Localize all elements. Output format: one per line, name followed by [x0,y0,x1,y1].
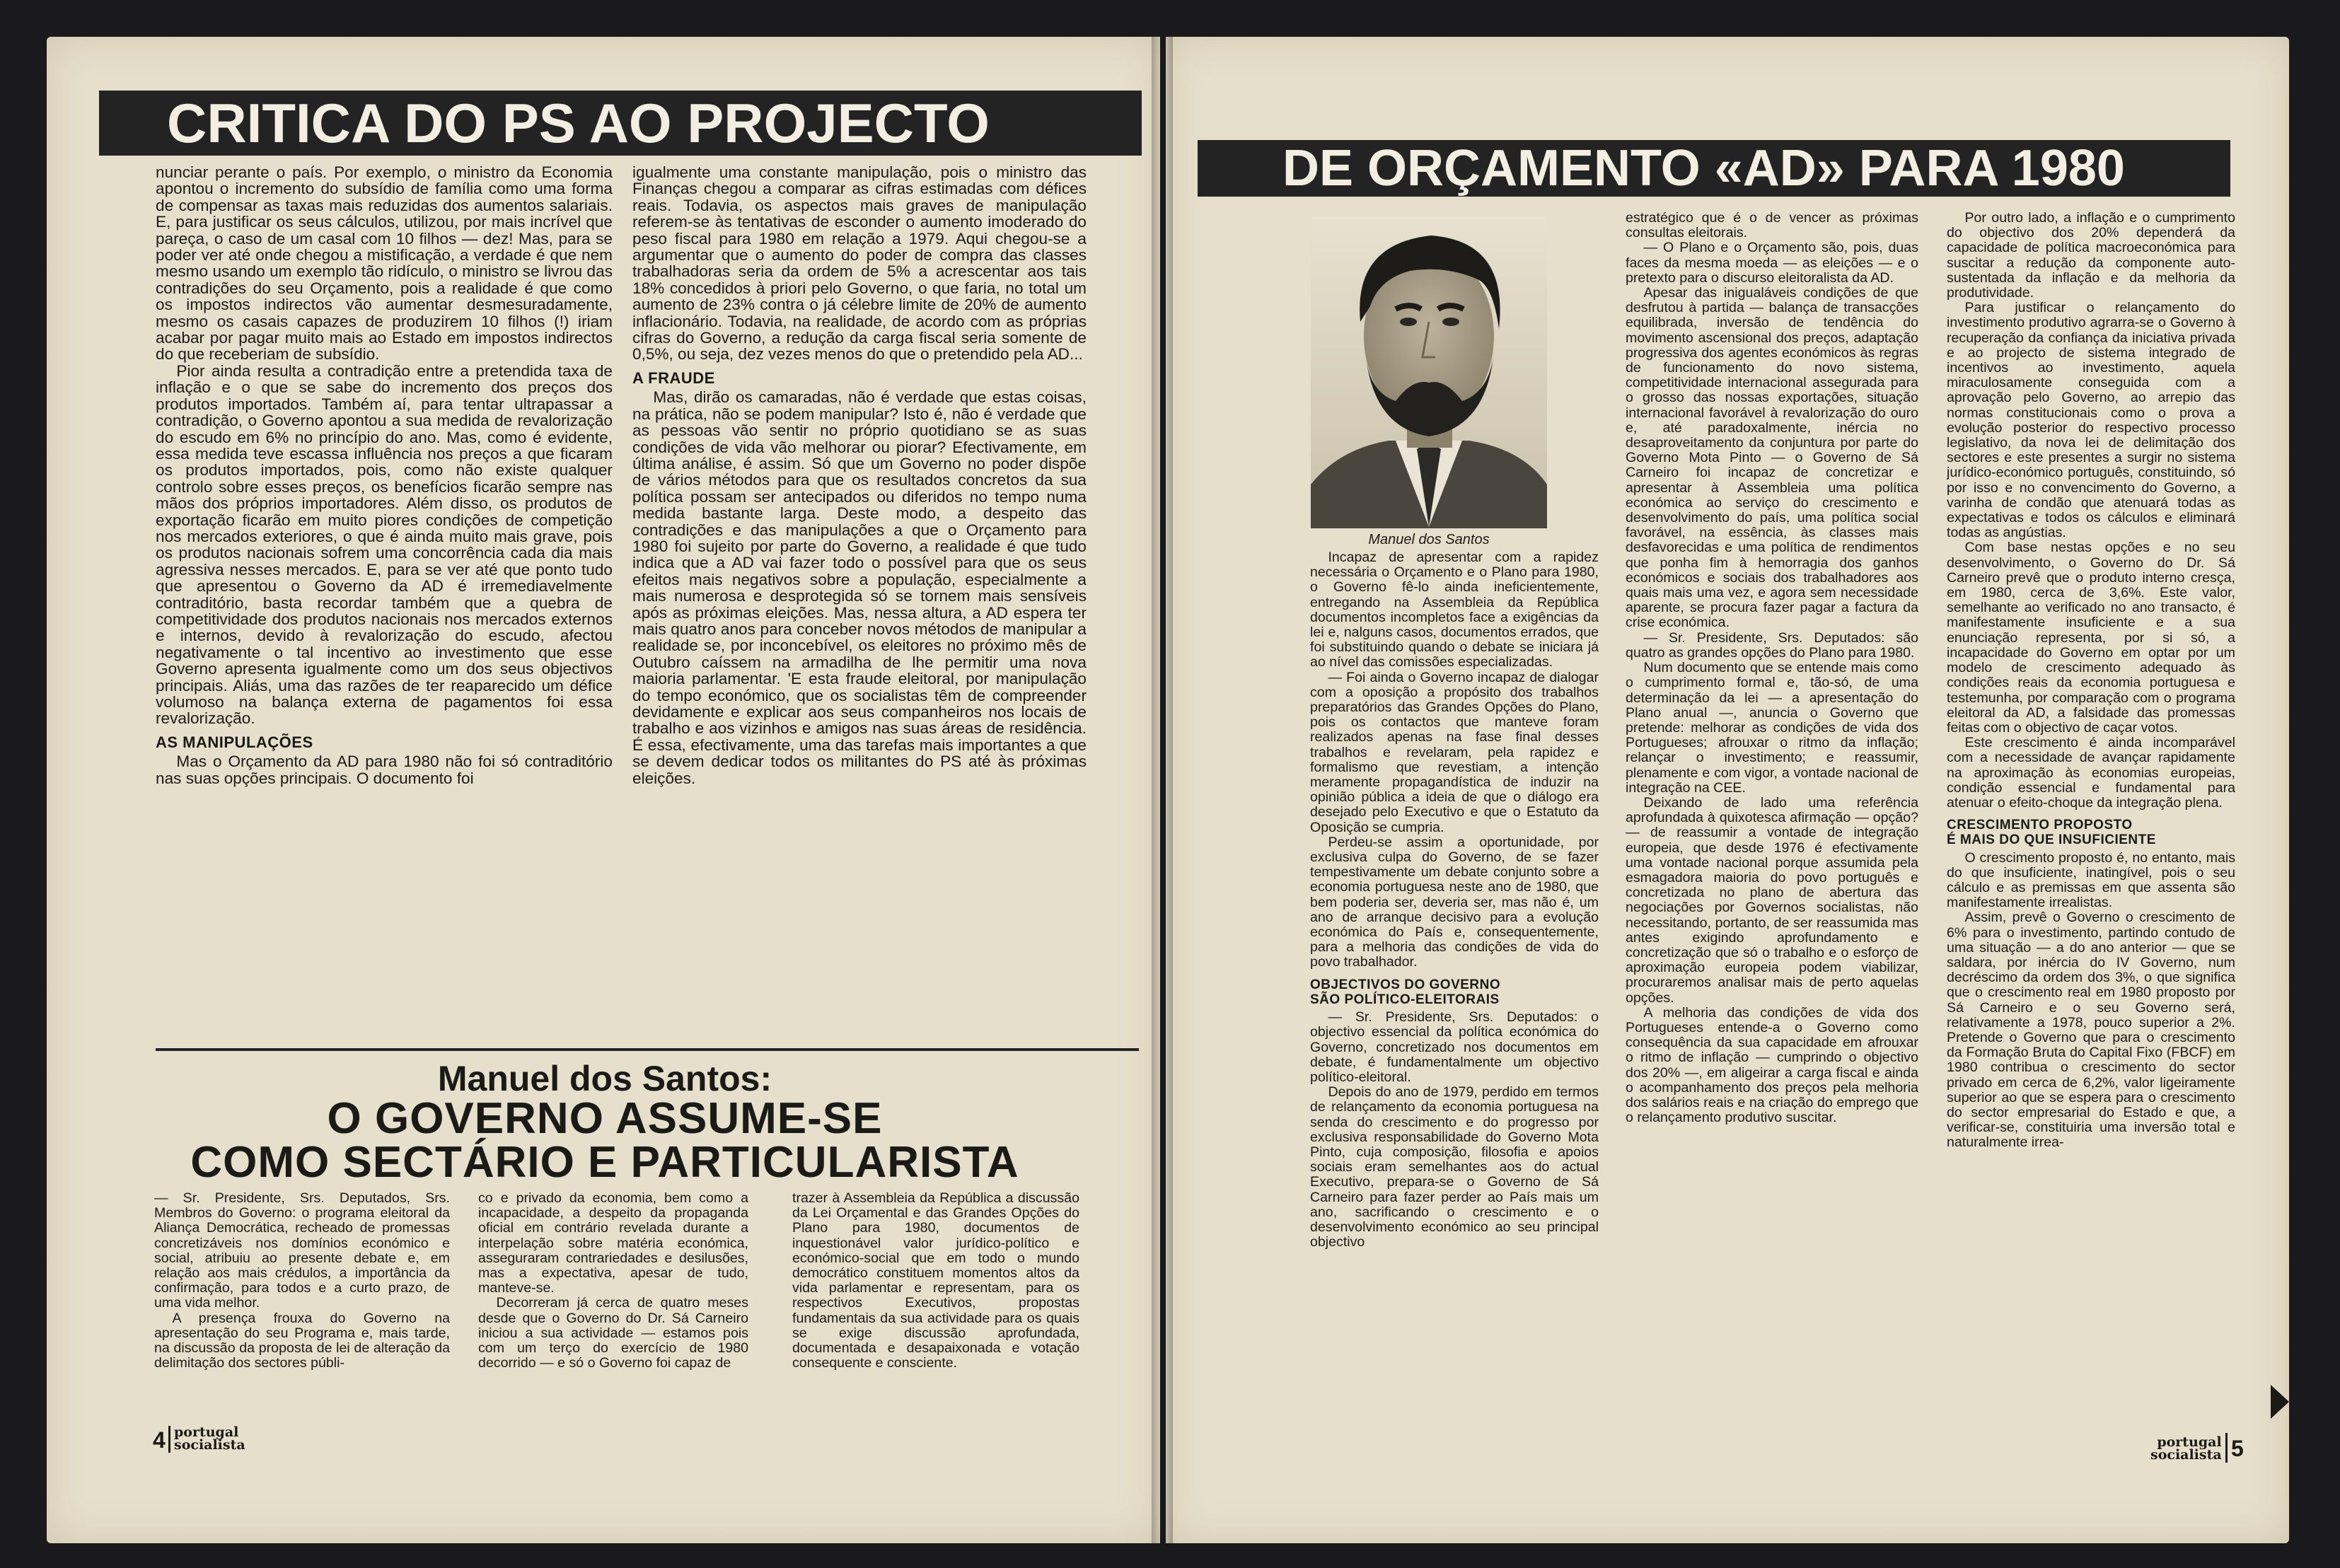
paragraph: Para justificar o relançamento do investimento produtivo agrarra-se o Governo à recuperação da confiança da iniciativa privada e ao projecto de sistema integrado de incentivos ao investimento, aquela miraculosamente conseguida com a aprovação pelo Governo, ao arrepio das normas constitucionais como o prova a evolução posterior do respectivo processo legislativo, da nova lei de delimitação dos sectores e este presentes a surgir no sistema jurídico-económico português, constituindo, só por isso e no convencimento do Governo, a varinha de condão que atenuará todas as expectativas e todos os cálculos e eliminará todas as angústias. [1947,300,2235,541]
section-heading: A FRAUDE [632,368,715,387]
left-article-column-1 [156,164,613,1040]
paragraph: Mas, dirão os camaradas, não é verdade que estas coisas, na prática, não se podem manipular? Isto é, não é verdade que as pessoas vão sentir no próprio quotidiano se as suas condições de vida vão melhorar ou piorar? Efectivamente, em última análise, é assim. Só que um Governo no poder dispõe de vários métodos para que os resultados concretos da sua política possam ser antecipados ou diferidos no tempo numa medida bastante larga. Deste modo, a despeito das contradições e das manipulações a que o Orçamento para 1980 foi sujeito por parte do Governo, a realidade é que tudo indica que a AD vai fazer todo o possível para que os seus efeitos mais negativos sobre a população, especialmente a mais numerosa e desprotegida só se tornem mais sensíveis após as próximas eleições. Mas, nessa altura, a AD espera ter mais quatro anos para conceber novos métodos de manipular a realidade se, por inconcebível, os eleitores no próximo mês de Outubro caíssem na armadilha de lhe permitir uma nova maioria parlamentar. 'E esta fraude eleitoral, por manipulação do tempo económico, que os socialistas têm de compreender devidamente e explicar aos seus companheiros nos locais de trabalho e aos vizinhos e amigos nas suas áreas de residência. É essa, efectivamente, uma das tarefas mais importantes a que se devem dedicar todos os militantes do PS até às próximas eleições. [632,388,1087,787]
section-heading: CRESCIMENTO PROPOSTO [1947,818,2133,833]
paragraph: A melhoria das condições de vida dos Portugueses entende-a o Governo como consequência da sua capacidade em afrouxar o ritmo de inflação — cumprindo o objectivo dos 20% —, em aligeirar a carga fiscal e ainda o acompanhamento dos preços pela melhoria dos salários reais e na criação do emprego que o relançamento produtivo suscitar. [1626,1004,1918,1126]
masthead-logo-right [2150,1436,2222,1461]
book-gutter [1152,37,1173,1543]
section-heading: OBJECTIVOS DO GOVERNO [1310,977,1501,992]
paragraph: Mas o Orçamento da AD para 1980 não foi só contraditório nas suas opções principais. O documento foi [156,753,613,787]
page-number-left: 4 [153,1427,166,1453]
footer-separator [168,1426,170,1453]
paragraph: Incapaz de apresentar com a rapidez necessária o Orçamento e o Plano para 1980, o Governo fê-lo ainda ineficientemente, entregando na Assembleia da República documentos incompletos face a exigências da lei e, nalguns casos, documentos errados, que foi substituindo quando o debate se iniciara já ao nível das comissões especializadas. [1310,550,1599,670]
sub-article-title-line-1: O GOVERNO ASSUME-SE [327,1094,883,1143]
paragraph: trazer à Assembleia da República a discussão da Lei Orçamental e das Grandes Opções do Plano para 1980, documentos de inquestionável valor jurídico-político e económico-social que em todo o mundo democrático constituem momentos altos da vida parlamentar e representam, para os respectivos Executivos, propostas fundamentais da sua actividade para os quais se exige discussão aprofundada, documentada e desapaixonada e votação consequente e consciente. [792,1191,1079,1371]
portrait-photo [1311,216,1547,528]
right-article-column-2 [1626,211,1918,1413]
footer-separator [2225,1433,2228,1463]
sub-article-kicker: Manuel dos Santos: [437,1059,772,1098]
paragraph: Com base nestas opções e no seu desenvolvimento, o Governo do Dr. Sá Carneiro prevê que o produto interno cresça, em 1980, cerca de 3,6%. Este valor, semelhante ao verificado no ano transacto, é manifestamente insuficiente e a sua enunciação representa, por si só, a incapacidade do Governo em optar por um modelo de crescimento adequado às condições reais da economia portuguesa e testemunha, por comparação com o programa eleitoral da AD, a falsidade das promessas feitas com o objectivo de caçar votos. [1947,540,2235,736]
paragraph: Pior ainda resulta a contradição entre a pretendida taxa de inflação e o que se sabe do incremento dos preços dos produtos importados. Também aí, para tentar ultrapassar a contradição, o Governo apontou a sua medida de revalorização do escudo em 6% no princípio do ano. Mas, como é evidente, essa medida teve escassa influência nos preços a que ficaram os produtos importados, pois, como não existe qualquer controlo sobre esses preços, os benefícios ficarão sempre nas mãos dos próprios importadores. Além disso, os produtos de exportação ficarão em muito piores condições de competição nos mercados exteriores, o que é ainda muito mais grave, pois os produtos nacionais sofrem uma concorrência cada dia mais agressiva nesses mercados. E, para se ver até que ponto tudo que apresentou o Governo da AD é irremediavelmente contraditório, basta recordar também que a quebra de competitividade dos produtos nacionais nos mercados externos e internos, devido à revalorização do escudo, afectou negativamente o tal incentivo ao investimento que esse Governo apresenta igualmente como um dos seus objectivos principais. Aliás, uma das razões de ter reaparecido um défice volumoso na balança externa de pagamentos foi essa revalorização. [156,361,613,728]
sub-article-column-3 [792,1191,1079,1396]
masthead-logo-left [174,1426,245,1451]
photo-caption: Manuel dos Santos [1368,532,1490,547]
paragraph: Depois do ano de 1979, perdido em termos de relançamento da economia portuguesa na senda do crescimento e do progresso por exclusiva responsabilidade do Governo Mota Pinto, cuja composição, filosofia e apoios sociais eram semelhantes aos do actual Executivo, prepara-se o Governo de Sá Carneiro para fazer perder ao País mais um ano, sacrificando o crescimento e o desenvolvimento económico ao seu principal objectivo [1310,1084,1599,1250]
sub-article-title-line-2: COMO SECTÁRIO E PARTICULARISTA [190,1138,1019,1187]
paragraph: — Sr. Presidente, Srs. Deputados: são quatro as grandes opções do Plano para 1980. [1626,629,1918,661]
section-heading: SÃO POLÍTICO-ELEITORAIS [1310,992,1500,1007]
masthead-line: portugal [2157,1434,2222,1450]
paragraph: Por outro lado, a inflação e o cumprimento do objectivo dos 20% dependerá da capacidade de política macroeconómica para suscitar a redução da componente auto-sustentada da inflação e da melhoria da produtividade. [1947,211,2235,301]
masthead-line: portugal [174,1424,239,1440]
paragraph: igualmente uma constante manipulação, pois o ministro das Finanças chegou a comparar as cifras estimadas com défices reais. Todavia, os aspectos mais graves de manipulação referem-se às tentativas de esconder o aumento imoderado do peso fiscal para 1980 em relação a 1979. Aqui chegou-se a argumentar que o aumento do poder de compra das classes trabalhadoras seria da ordem de 5% a acrescentar aos tais 18% concedidos à priori pelo Governo, o que faria, no total um aumento de 23% contra o já célebre limite de 20% de aumento inflacionário. Todavia, na realidade, de acordo com as próprias cifras do Governo, a redução da carga fiscal seria somente de 0,5%, ou seja, dez vezes menos do que o pretendido pela AD... [632,164,1087,364]
left-headline-banner: CRITICA DO PS AO PROJECTO [99,91,1142,156]
paragraph: Deixando de lado uma referência aprofundada à quixotesca afirmação — opção? — de reassumir a vontade de integração europeia, que desde 1976 é efectivamente uma vontade nacional porque assumida pela esmagadora maioria do povo português e concretizada no plano de abertura das negociações por Governos socialistas, não necessitando, portanto, de ser reassumida mas antes exigindo aprofundamento e concretização que só o trabalho e o esforço de aproximação europeia podem viabilizar, procuraremos analisar mais de perto aquelas opções. [1626,794,1918,1006]
portrait-illustration [1311,216,1547,528]
paragraph: Num documento que se entende mais como o cumprimento formal e, tão-só, de uma determinação da lei — a apresentação do Plano anual —, anuncia o Governo que pretende: melhorar as condições de vida dos Portugueses; afrouxar o ritmo da inflação; relançar o investimento; e reassumir, plenamente e com vigor, a vontade nacional de integração na CEE. [1626,660,1918,796]
page-number-right: 5 [2231,1436,2244,1461]
continue-arrow-icon [2271,1385,2289,1419]
right-headline-banner: DE ORÇAMENTO «AD» PARA 1980 [1198,140,2230,197]
paragraph: A presença frouxa do Governo na apresentação do seu Programa e, mais tarde, na discussão da proposta de lei de alteração da delimitação dos sectores públi- [154,1310,450,1371]
section-heading: É MAIS DO QUE INSUFICIENTE [1947,832,2156,848]
right-article-column-1 [1310,550,1599,1412]
section-heading: AS MANIPULAÇÕES [156,733,313,751]
paragraph: O crescimento proposto é, no entanto, mais do que insuficiente, inatingível, pois o seu cálculo e as premissas em que assenta são manifestamente irrealistas. [1947,849,2235,911]
paragraph: estratégico que é o de vencer as próximas consultas eleitorais. [1626,211,1918,241]
masthead-line: socialista [2150,1447,2222,1463]
sub-article-column-1 [154,1191,450,1396]
paragraph: Assim, prevê o Governo o crescimento de 6% para o investimento, partindo contudo de uma situação — a do ano anterior — que se saldara, por inércia do IV Governo, num decréscimo da ordem dos 3%, o que significa que o crescimento real em 1980 proposto por Sá Carneiro e o seu Governo será, relativamente a 1978, pouco superior a 2%. Pretende o Governo que para o crescimento da Formação Bruta do Capital Fixo (FBCF) em 1980 contribua o crescimento do sector privado em cerca de 6,2%, valor ligeiramente superior ao que se espera para o crescimento do sector empresarial do Estado e que, a verificar-se, constituiria uma inversão total e naturalmente irrea- [1947,910,2235,1151]
paragraph: Apesar das inigualáveis condições de que desfrutou à partida — balança de transacções equilibrada, inversão de tendência do movimento ascensional dos preços, adaptação progressiva dos agentes económicos às regras de funcionamento do novo sistema, competitividade internacional assegurada para o grosso das nossas exportações, situação internacional favorável à revalorização do ouro e, até paradoxalmente, inércia no desaproveitamento da conjuntura por parte do Governo Mota Pinto — o Governo de Sá Carneiro foi incapaz de concretizar e apresentar à Assembleia uma política económica ao serviço do crescimento e desenvolvimento do país, uma política social favorável, na essência, às classes mais desfavorecidas e uma política de rendimentos que ponha fim à hemorragia dos ganhos económicos e sociais dos trabalhadores aos quais mais uma vez, e agora sem necessidade aparente, se procura fazer pagar a factura da crise económica. [1626,285,1918,631]
masthead-line: socialista [174,1437,245,1453]
paragraph: Este crescimento é ainda incomparável com a necessidade de avançar rapidamente na aproximação às economias europeias, condição essencial e fundamental para atenuar o efeito-choque da integração plena. [1947,735,2235,811]
right-article-column-3 [1947,211,2235,1413]
paragraph: co e privado da economia, bem como a incapacidade, a despeito da propaganda oficial em contrário revelada durante a interpelação sobre matéria económica, asseguraram contrariedades e desilusões, mas a expectativa, apesar de tudo, manteve-se. [478,1191,748,1296]
sub-article-column-2 [478,1191,748,1396]
left-article-column-2 [632,164,1087,1040]
paragraph: — Sr. Presidente, Srs. Deputados: o objectivo essencial da política económica do Governo, concretizado nos documentos em debate, é fundamentalmente um objectivo político-eleitoral. [1310,1009,1599,1085]
paragraph: — Foi ainda o Governo incapaz de dialogar com a oposição a propósito dos trabalhos preparatórios das Grandes Opções do Plano, pois os contactos que manteve foram realizados apenas na fase final desses trabalhos e revelaram, pela rapidez e formalismo que revestiam, a intenção meramente propagandística de induzir na opinião pública a ideia de que o diálogo era desejado pelo Executivo e que o Estatuto da Oposição se cumpria. [1310,669,1599,835]
paragraph: Perdeu-se assim a oportunidade, por exclusiva culpa do Governo, de se fazer tempestivamente um debate conjunto sobre a economia portuguesa neste ano de 1980, que bem poderia ser, deveria ser, mas não é, um ano de arranque decisivo para a evolução económica do País e, consequentemente, para a melhoria das condições de vida do povo trabalhador. [1310,834,1599,970]
paragraph: Decorreram já cerca de quatro meses desde que o Governo do Dr. Sá Carneiro iniciou a sua actividade — estamos pois com um terço do exercício de 1980 decorrido — e só o Governo foi capaz de [478,1295,748,1371]
section-divider [156,1048,1139,1051]
paragraph: — Sr. Presidente, Srs. Deputados, Srs. Membros do Governo: o programa eleitoral da Aliança Democrática, recheado de promessas concretizáveis nos domínios económico e social, atribuiu ao presente debate e, em relação aos mais crédulos, a importância da confirmação, para todos e a curto prazo, de uma vida melhor. [154,1191,450,1311]
paragraph: nunciar perante o país. Por exemplo, o ministro da Economia apontou o incremento do subsídio de família como uma forma de compensar as taxas mais reduzidas dos aumentos salariais. E, para justificar os seus cálculos, utilizou, por mais incrível que pareça, o caso de um casal com 10 filhos — dez! Mas, para se poder ver até onde chegou a mistificação, a verdade é que nem mesmo usando um exemplo tão ridículo, o ministro se livrou das contradições do seu Orçamento, pois a realidade é que como os impostos indirectos vão aumentar desmesuradamente, mesmo os casais capazes de produzirem 10 filhos (!) iriam acabar por pagar muito mais ao Estado em impostos indirectos do que receberiam de subsídio. [156,164,613,364]
paragraph: — O Plano e o Orçamento são, pois, duas faces da mesma moeda — as eleições — e o pretexto para o discurso eleitoralista da AD. [1626,240,1918,286]
